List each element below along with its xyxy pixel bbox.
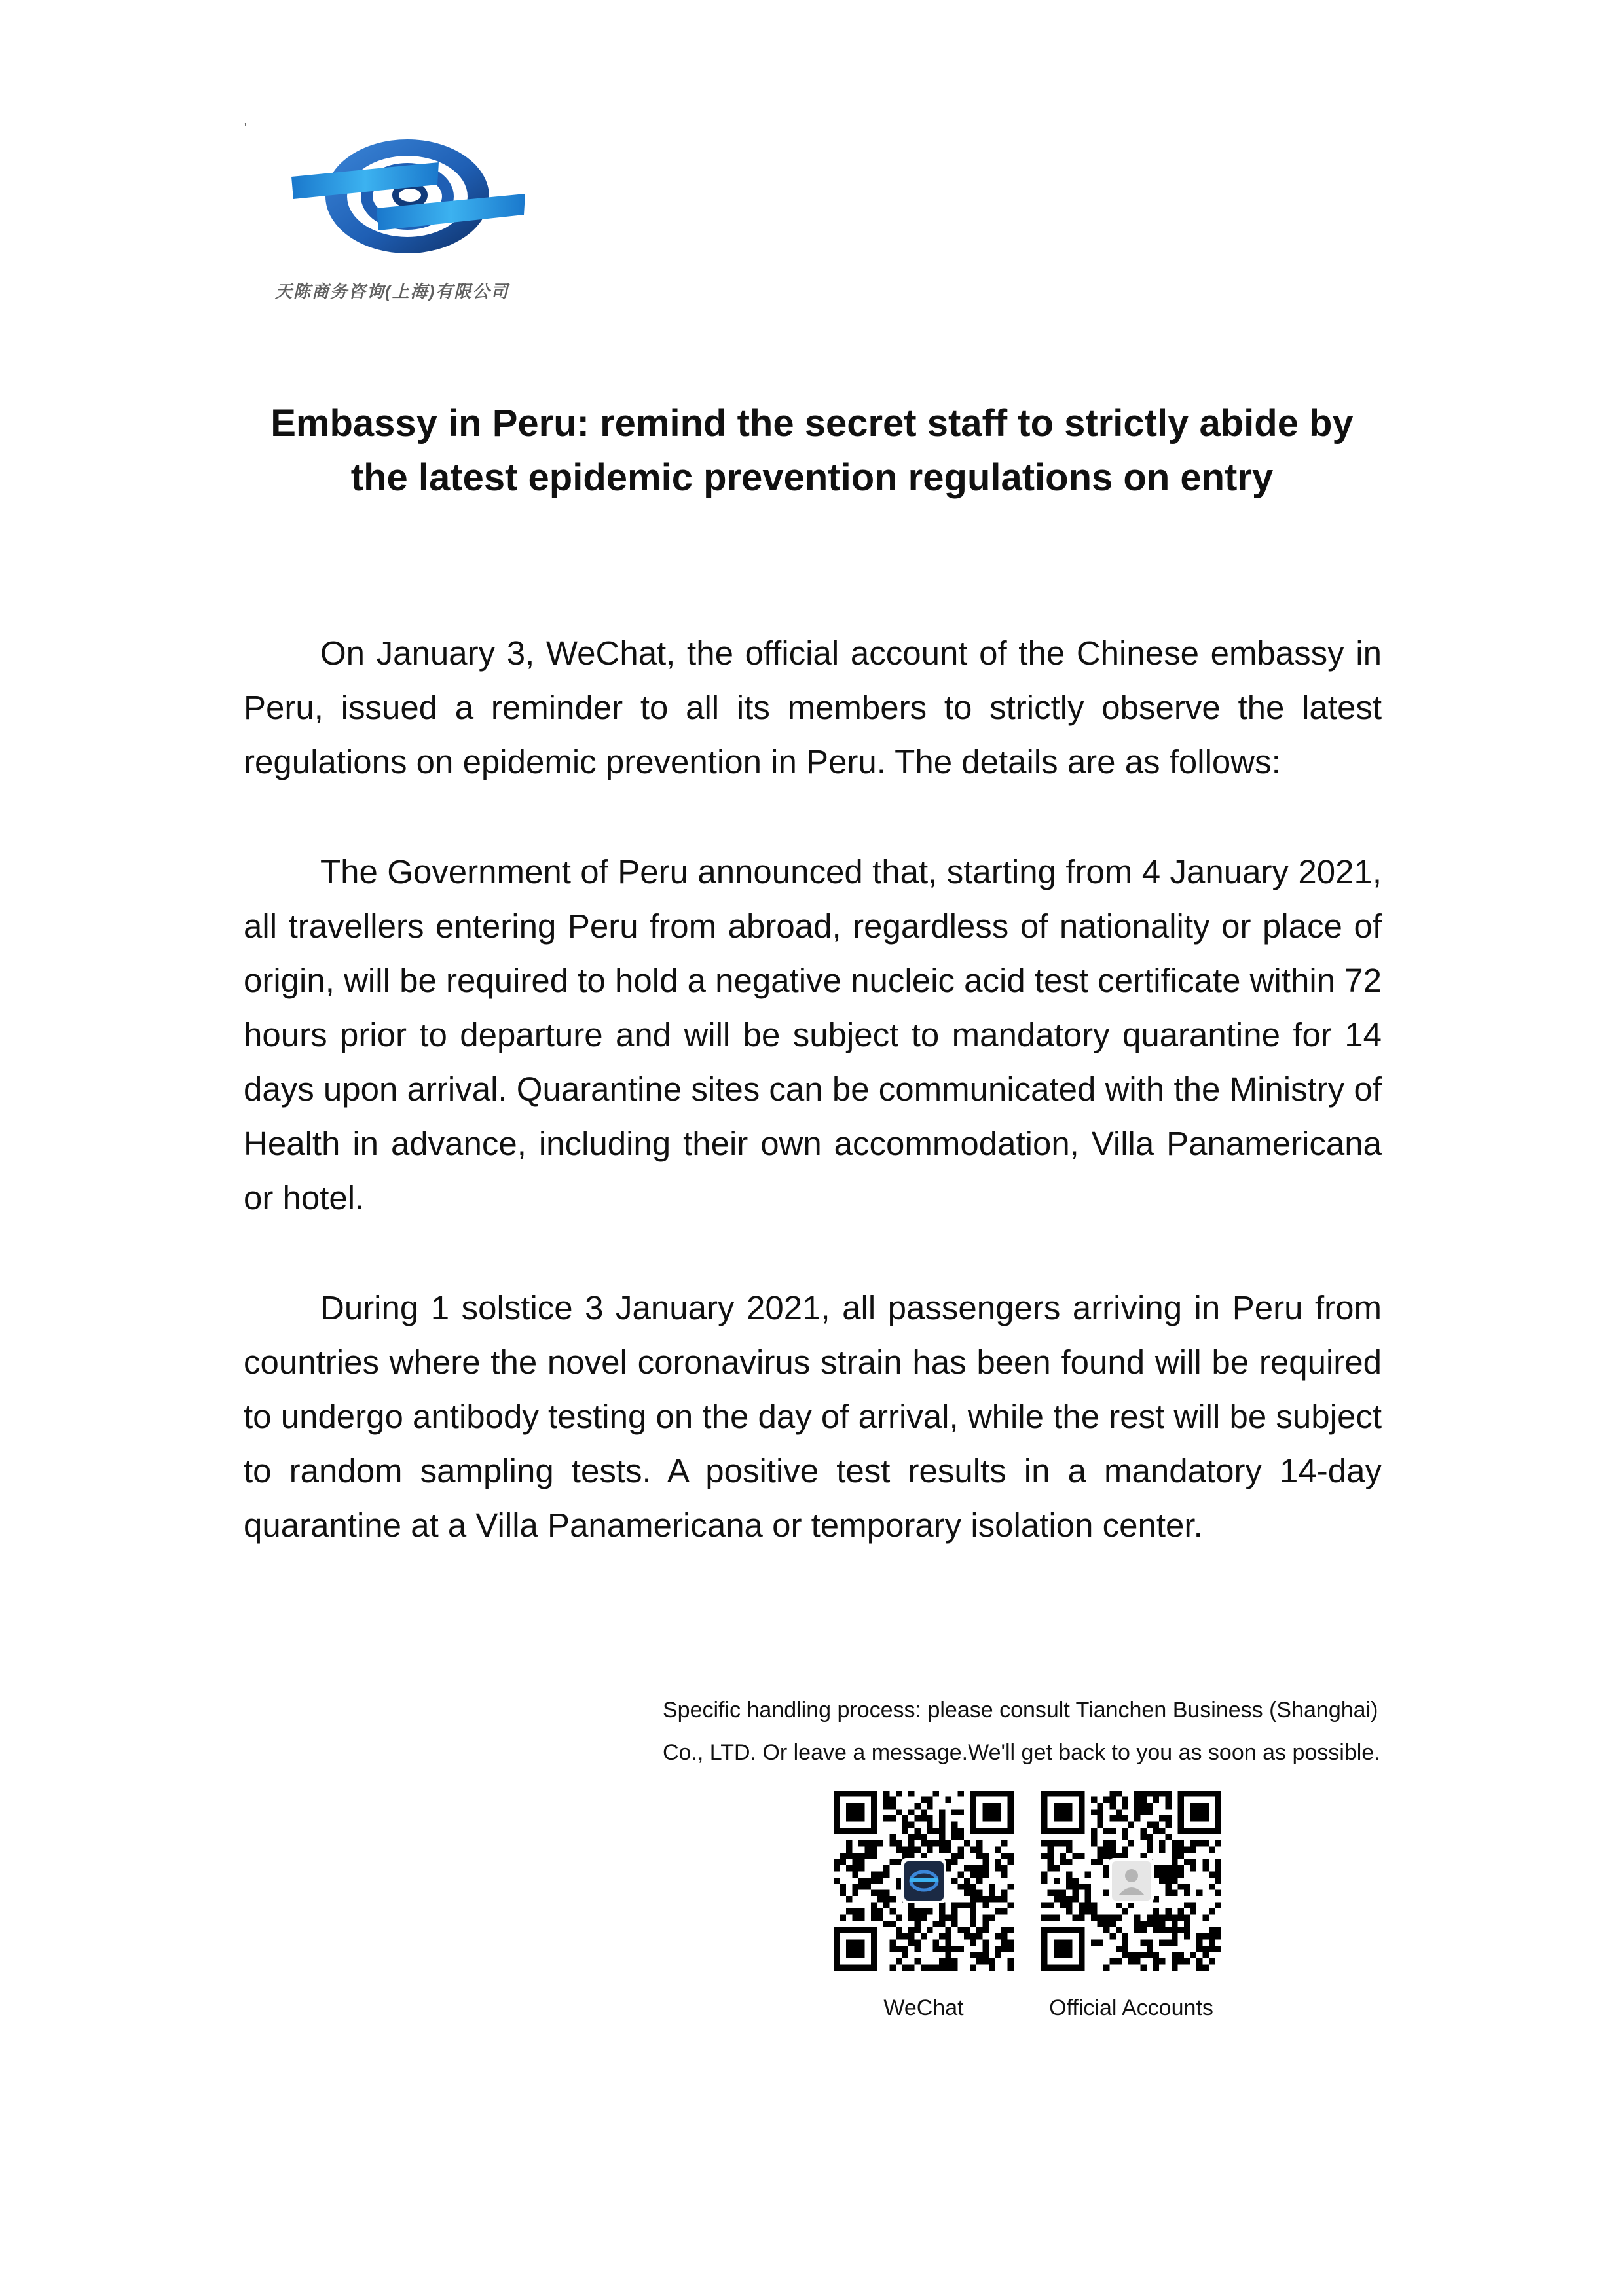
wechat-avatar-icon — [901, 1858, 946, 1903]
paragraph-testing: During 1 solstice 3 January 2021, all passengers arriving in Peru from countries where the novel coronavirus strain has been found will be required to undergo antibody testing on the day of arrival, while the rest will be subject to random sampling tests. A positive test results in a mandatory 14-day quarantine at a Villa Panamericana or temporary isolation center. — [244, 1289, 1382, 1544]
corner-mark: ' — [244, 121, 247, 134]
user-avatar-icon — [1109, 1858, 1154, 1903]
paragraph-regulations: The Government of Peru announced that, starting from 4 January 2021, all travellers entering Peru from abroad, regardless of nationality or place of origin, will be required to hold a negative nucleic acid test certificate within 72 hours prior to departure and will be subject to mandatory quarantine for 14 days upon arrival. Quarantine sites can be communicated with the Ministry of Health in advance, including their own accommodation, Villa Panamericana or hotel. — [244, 853, 1382, 1216]
wechat-qr-label: WeChat — [883, 1995, 964, 2020]
company-logo-icon — [268, 131, 563, 282]
contact-line-1: Specific handling process: please consult Tianchen Business (Shanghai) — [663, 1698, 1378, 1722]
paragraph-intro: On January 3, WeChat, the official account of the Chinese embassy in Peru, issued a reminder to all its members to strictly observe the latest regulations on epidemic prevention in Peru. The details are as follows: — [244, 634, 1382, 780]
official-accounts-qr-label: Official Accounts — [1049, 1995, 1213, 2020]
official-accounts-qr-code[interactable] — [1041, 1791, 1221, 1971]
contact-note — [663, 1689, 1390, 1774]
company-name-caption: 天陈商务咨询(上海)有限公司 — [275, 282, 509, 301]
contact-line-2: Co., LTD. Or leave a message.We'll get back to you as soon as possible. — [663, 1740, 1380, 1765]
wechat-qr-code[interactable] — [834, 1791, 1014, 1971]
document-title: Embassy in Peru: remind the secret staff to strictly abide by the latest epidemic prevention regulations on entry — [270, 402, 1354, 499]
